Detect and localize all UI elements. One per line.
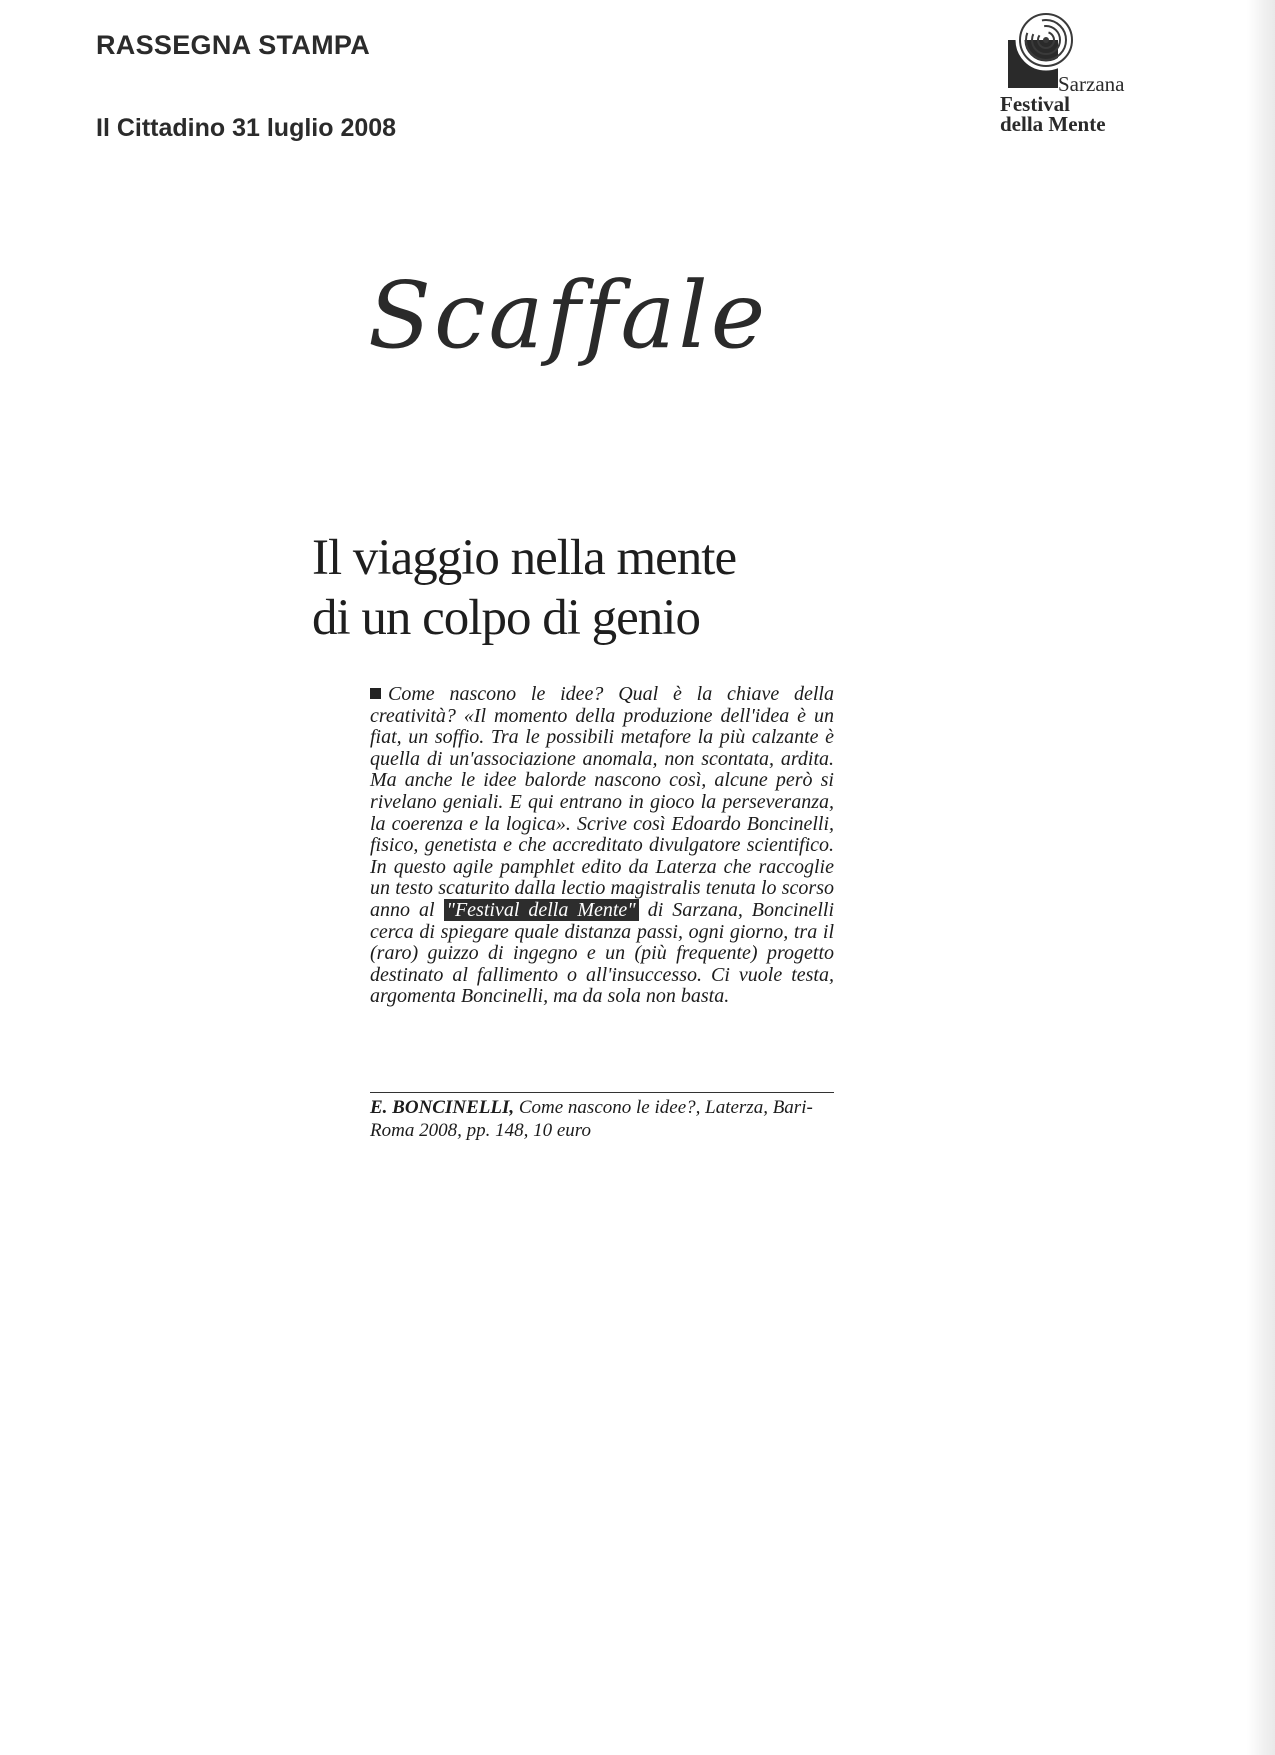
credit-author: E. BONCINELLI, [370,1097,515,1118]
section-title: Scaffale [368,262,769,369]
book-credit [370,1096,834,1142]
header-date: Il Cittadino 31 luglio 2008 [96,114,397,142]
scan-edge-shadow [1247,0,1275,1755]
logo-line-festival: Festival [1000,92,1070,116]
newspaper-clipping [312,528,840,1160]
logo-line-sarzana: Sarzana [1058,72,1125,96]
header-title: RASSEGNA STAMPA [96,30,371,60]
bullet-square-icon [370,688,381,699]
logo-line-della-mente: della Mente [1000,112,1106,136]
festival-logo [1000,10,1160,140]
logo-text [1000,74,1124,134]
credit-details: Come nascono le idee?, Laterza, Bari-Roma 2008, pp. 148, 10 euro [370,1097,813,1141]
headline-line-2: di un colpo di genio [312,590,700,646]
article-headline [312,528,840,648]
article-body [370,684,834,1008]
credit-divider [370,1092,834,1093]
article-body-text-2: di Sarzana, Boncinelli cerca di spiegare quale distanza passi, ogni giorno, tra il (raro) guizzo di ingegno e un (più frequente) progetto destinato al fallimento o all'insuccesso. Ci vuole testa, argomenta Boncinelli, ma da sola non basta. [370,898,835,1008]
article-body-text-1: Come nascono le idee? Qual è la chiave della creatività? «Il momento della produzione dell'idea è un fiat, un soffio. Tra le possibili metafore la più calzante è quella di un'associazione anomala, non scontata, ardita. Ma anche le idee balorde nascono così, alcune però si rivelano geniali. E qui entrano in gioco la perseveranza, la coerenza e la logica». Scrive così Edoardo Boncinelli, fisico, genetista e che accreditato divulgatore scientifico. In questo agile pamphlet edito da Laterza che raccoglie un testo scaturito dalla lectio magistralis tenuta lo scorso anno al [370,683,834,921]
highlighted-festival-name: "Festival della Mente" [444,899,639,921]
headline-line-1: Il viaggio nella mente [312,530,737,586]
